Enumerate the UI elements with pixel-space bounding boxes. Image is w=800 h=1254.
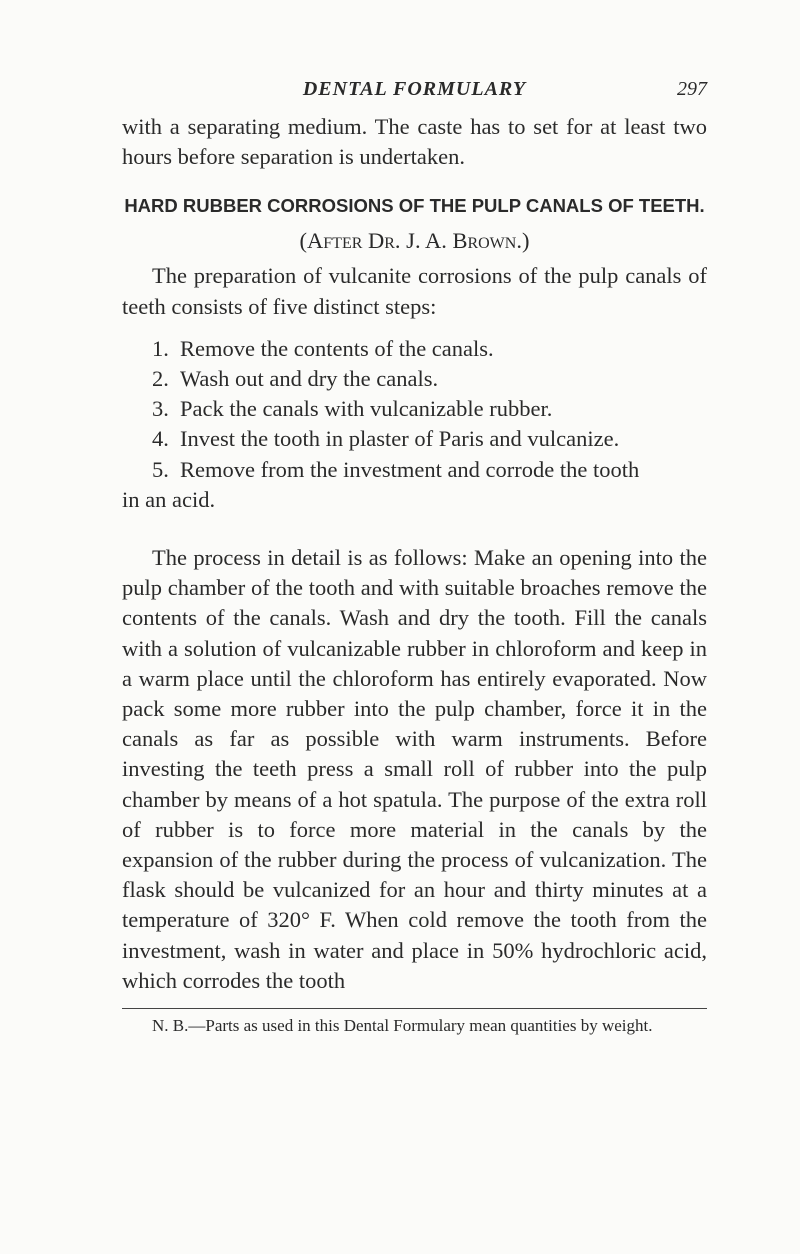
- attribution: (After Dr. J. A. Brown.): [299, 228, 530, 254]
- section-heading: HARD RUBBER CORROSIONS OF THE PULP CANALS OF TEETH.: [124, 195, 705, 217]
- step-number: 5.: [152, 456, 169, 482]
- running-head: [122, 78, 707, 108]
- list-item: [122, 394, 707, 424]
- list-item: [122, 424, 707, 454]
- step-number: 3.: [152, 396, 169, 422]
- step-text: Remove from the investment and corrode the tooth: [180, 456, 640, 482]
- step-text: Remove the contents of the canals.: [180, 335, 494, 361]
- list-item: [122, 364, 707, 394]
- intro-paragraph: The preparation of vulcanite corrosions of the pulp canals of teeth consists of five distinct steps:: [122, 263, 707, 319]
- step-number: 1.: [152, 335, 169, 361]
- process-paragraph: The process in detail is as follows: Make an opening into the pulp chamber of the tooth and with suitable broaches remove the contents of the canals. Wash and dry the tooth. Fill the canals with a solution of vulcanizable rubber in chloroform and keep in a warm place until the chloroform has entirely evaporated. Now pack some more rubber into the pulp chamber, force it in the canals as far as possible with warm instruments. Before investing the teeth press a small roll of rubber into the pulp chamber by means of a hot spatula. The purpose of the extra roll of rubber is to force more material in the canals by the expansion of the rubber during the process of vulcanization. The flask should be vulcanized for an hour and thirty minutes at a temperature of 320° F. When cold remove the tooth from the investment, wash in water and place in 50% hydrochloric acid, which corrodes the tooth: [122, 545, 707, 993]
- step-text: Invest the tooth in plaster of Paris and vulcanize.: [180, 426, 620, 452]
- step-text: Pack the canals with vulcanizable rubber.: [180, 396, 553, 422]
- opening-paragraph: with a separating medium. The caste has to set for at least two hours before separation is undertaken.: [122, 114, 707, 170]
- step-number: 4.: [152, 426, 169, 452]
- page: [122, 78, 707, 1037]
- running-title: DENTAL FORMULARY: [302, 78, 527, 100]
- steps-tail: in an acid.: [122, 486, 216, 512]
- footnote-divider: [122, 1008, 707, 1009]
- list-item: [122, 455, 707, 485]
- list-item: [122, 334, 707, 364]
- page-number: 297: [677, 78, 707, 100]
- steps-list: [122, 334, 707, 485]
- footnote: N. B.—Parts as used in this Dental Formulary mean quantities by weight.: [152, 1016, 653, 1036]
- step-number: 2.: [152, 366, 169, 392]
- step-text: Wash out and dry the canals.: [180, 366, 439, 392]
